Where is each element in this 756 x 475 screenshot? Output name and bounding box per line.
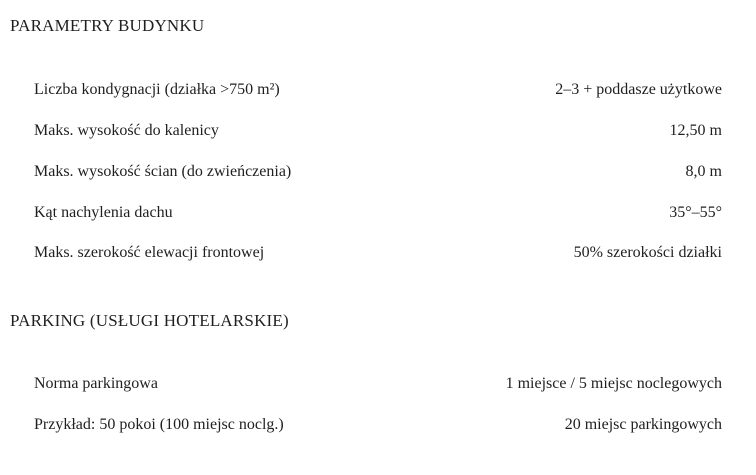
section-title-parking: PARKING (USŁUGI HOTELARSKIE) [10, 311, 289, 330]
param-value: 12,50 m [669, 122, 722, 139]
param-label: Przykład: 50 pokoi (100 miejsc noclg.) [34, 416, 284, 433]
param-value: 50% szerokości działki [573, 244, 722, 261]
param-row-ridge-height [34, 121, 722, 141]
param-row-parking-norm [34, 374, 722, 394]
param-value: 2–3 + poddasze użytkowe [555, 81, 722, 98]
param-value: 1 miejsce / 5 miejsc noclegowych [505, 375, 722, 392]
param-label: Maks. wysokość do kalenicy [34, 122, 219, 139]
param-value: 35°–55° [669, 204, 722, 221]
param-row-storeys [34, 80, 722, 100]
param-label: Kąt nachylenia dachu [34, 204, 173, 221]
param-row-roof-angle [34, 203, 722, 223]
param-label: Maks. szerokość elewacji frontowej [34, 244, 265, 261]
section-title-building-parameters: PARAMETRY BUDYNKU [10, 16, 205, 35]
param-row-facade-width [34, 243, 722, 263]
param-value: 8,0 m [685, 163, 722, 180]
param-row-wall-height [34, 162, 722, 182]
param-label: Liczba kondygnacji (działka >750 m²) [34, 81, 280, 98]
param-label: Maks. wysokość ścian (do zwieńczenia) [34, 163, 292, 180]
param-row-parking-example [34, 415, 722, 435]
param-value: 20 miejsc parkingowych [564, 416, 722, 433]
param-label: Norma parkingowa [34, 375, 158, 392]
